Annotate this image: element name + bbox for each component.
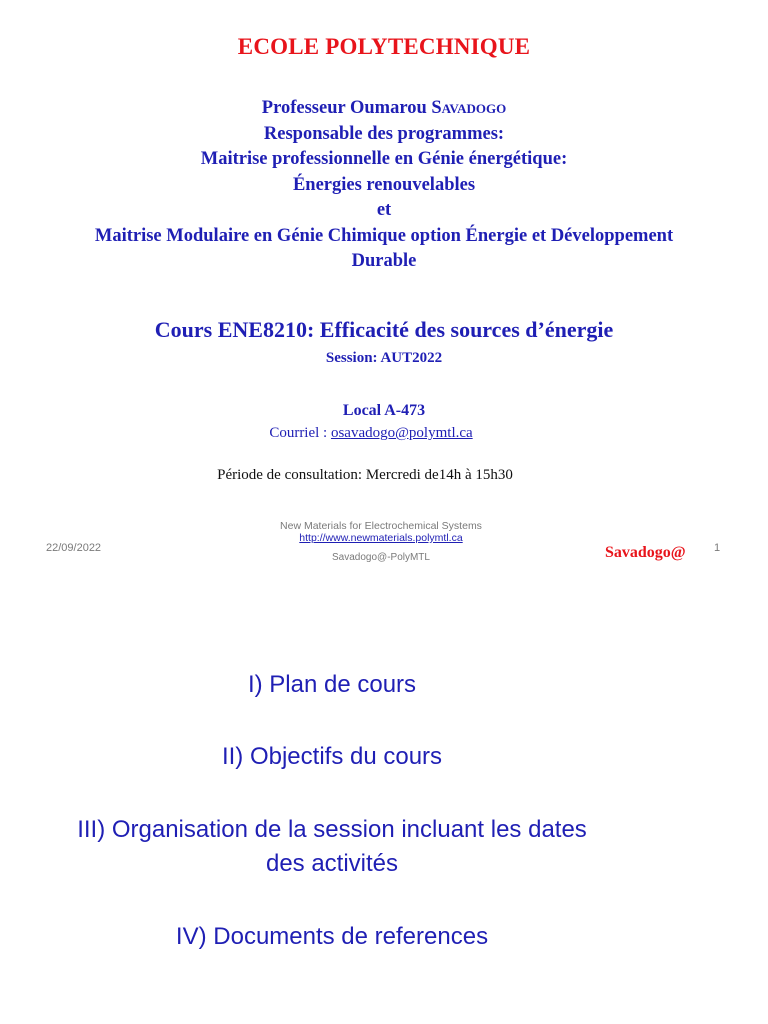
program-line: Responsable des programmes: bbox=[263, 123, 505, 144]
email-link[interactable]: osavadogo@polymtl.ca bbox=[330, 425, 473, 441]
room-label: Local A-473 bbox=[342, 402, 426, 419]
toc-item-plan: I) Plan de cours bbox=[247, 671, 417, 698]
program-line: et bbox=[376, 200, 392, 220]
toc-item-objectifs: II) Objectifs du cours bbox=[221, 743, 443, 770]
program-line: Maitrise professionnelle en Génie énergétique: bbox=[200, 149, 568, 169]
professor-prefix: Professeur Oumarou bbox=[261, 98, 432, 118]
professor-surname: Savadogo bbox=[431, 98, 507, 118]
consultation-hours: Période de consultation: Mercredi de14h à 15h30 bbox=[217, 467, 513, 483]
email-line bbox=[0, 425, 742, 442]
toc-item-documents: IV) Documents de references bbox=[175, 923, 489, 950]
footer-date: 22/09/2022 bbox=[46, 542, 102, 554]
footer-lab-name: New Materials for Electrochemical Systems bbox=[280, 520, 482, 532]
professor-line bbox=[0, 96, 768, 122]
program-line: Durable bbox=[351, 251, 417, 271]
program-line: Maitrise Modulaire en Génie Chimique option Énergie et Développement bbox=[94, 225, 674, 246]
professor-block bbox=[0, 96, 768, 275]
session-label: Session: AUT2022 bbox=[325, 350, 443, 366]
page-number: 1 bbox=[714, 542, 721, 554]
email-label: Courriel : bbox=[269, 425, 331, 441]
toc-item-organisation-cont: des activités bbox=[265, 850, 399, 877]
program-line: Énergies renouvelables bbox=[292, 174, 476, 195]
toc-item-organisation: III) Organisation de la session incluant les dates bbox=[77, 816, 587, 843]
course-title: Cours ENE8210: Efficacité des sources d’énergie bbox=[154, 317, 614, 342]
footer-author: Savadogo@-PolyMTL bbox=[332, 552, 430, 563]
footer-url-link[interactable]: http://www.newmaterials.polymtl.ca bbox=[299, 532, 463, 544]
slide-2 bbox=[0, 575, 768, 1024]
footer-signature: Savadogo@ bbox=[605, 544, 686, 561]
footer-center bbox=[236, 520, 526, 544]
school-name: ECOLE POLYTECHNIQUE bbox=[237, 34, 531, 59]
